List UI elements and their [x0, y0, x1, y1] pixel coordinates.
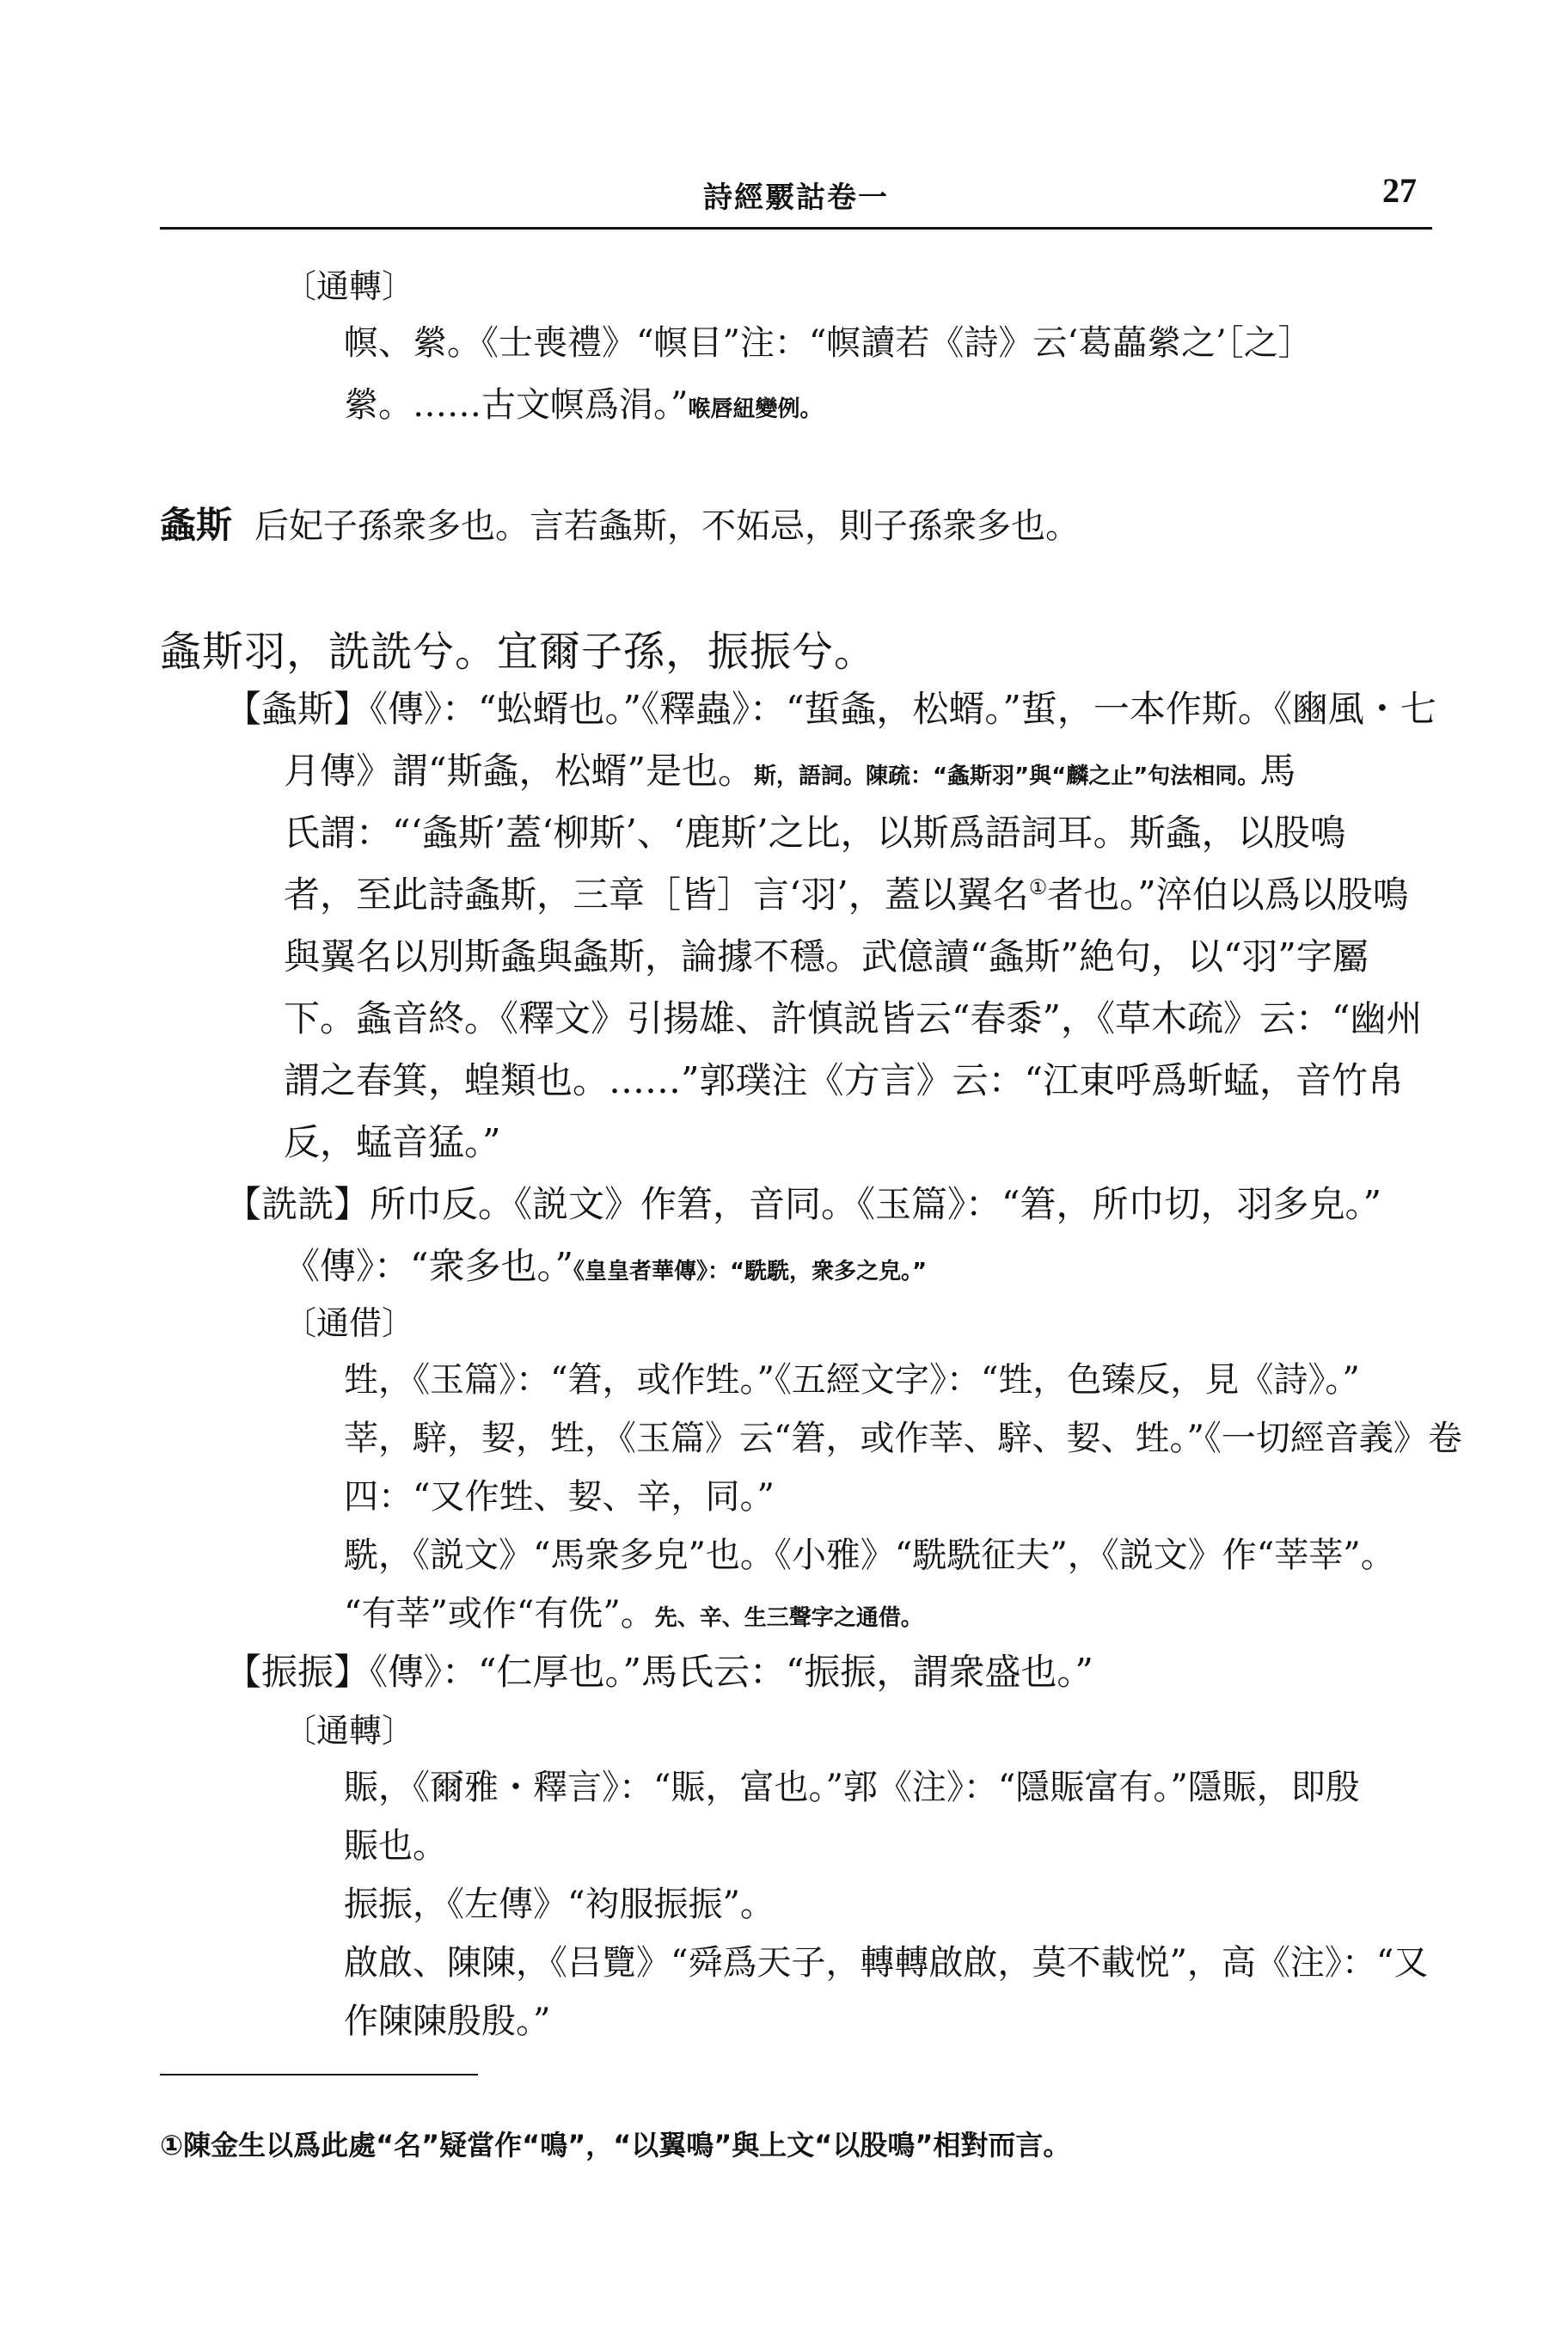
- text-line: 振振，《左傳》“袀服振振”。: [344, 1885, 775, 1924]
- footnote: ①陳金生以爲此處“名”疑當作“鳴”，“以翼鳴”與上文“以股鳴”相對而言。: [160, 2129, 1071, 2161]
- section-label: 〔通轉〕: [284, 1712, 415, 1750]
- text-segment: 馬: [1259, 750, 1296, 792]
- text-segment: 者也。”淬伯以爲以股鳴: [1047, 874, 1409, 916]
- commentary-line: [284, 1245, 927, 1293]
- text-line: 幎、縈。《士喪禮》“幎目”注：“幎讀若《詩》云‘葛藟縈之’［之］: [344, 323, 1313, 363]
- text-segment: 者，至此詩螽斯，三章［皆］言‘羽’，蓋以翼名: [284, 874, 1029, 916]
- small-note: 喉唇紐變例。: [688, 396, 823, 422]
- text-line: [344, 1592, 923, 1640]
- text-line: 啟啟、陳陳，《吕覽》“舜爲天子，轉轉啟啟，莫不載悦”，高《注》：“又: [344, 1943, 1429, 1983]
- small-note: 《皇皇者華傳》：“駪駪，衆多之皃。”: [573, 1259, 928, 1284]
- text-line: 賑也。: [344, 1826, 447, 1866]
- text-segment: 縈。……古文幎爲涓。”: [344, 385, 689, 425]
- commentary-line: [284, 874, 1409, 917]
- poem-title: 螽斯: [160, 504, 233, 546]
- commentary-line: 反，蜢音猛。”: [284, 1121, 501, 1163]
- preface-text: 后妃子孫衆多也。言若螽斯，不妬忌，則子孫衆多也。: [254, 506, 1081, 546]
- commentary-line: 【螽斯】《傳》：“蚣蝑也。”《釋蟲》：“蜇螽，松蝑。”蜇，一本作斯。《豳風・七: [225, 688, 1436, 730]
- text-segment: “有莘”或作“有侁”。: [344, 1594, 655, 1634]
- poem-line: 螽斯羽，詵詵兮。宜爾子孫，振振兮。: [160, 628, 877, 676]
- footnote-rule: [160, 2074, 478, 2075]
- footnote-marker[interactable]: ①: [1028, 875, 1048, 899]
- commentary-line: 謂之春箕，蝗類也。……”郭璞注《方言》云：“江東呼爲蚚蜢，音竹帛: [284, 1059, 1404, 1101]
- small-note: 斯，語詞。陳疏：“螽斯羽”與“麟之止”句法相同。: [753, 763, 1260, 789]
- commentary-line: 【詵詵】所巾反。《説文》作䇹，音同。《玉篇》：“䇹，所巾切，羽多皃。”: [225, 1183, 1381, 1225]
- text-line: 甡，《玉篇》：“䇹，或作甡。”《五經文字》：“甡，色臻反，見《詩》。”: [344, 1360, 1360, 1400]
- running-header: [160, 170, 1432, 230]
- poem-preface: [160, 504, 1080, 548]
- commentary-line: [284, 750, 1295, 798]
- commentary-line: 下。螽音終。《釋文》引揚雄、許慎説皆云“春黍”，《草木疏》云：“幽州: [284, 997, 1423, 1039]
- section-label: 〔通轉〕: [284, 267, 415, 305]
- section-label: 〔通借〕: [284, 1304, 415, 1342]
- page-number: 27: [1382, 171, 1417, 210]
- text-segment: 月傳》謂“斯螽，松蝑”是也。: [284, 750, 754, 792]
- text-line: 四：“又作甡、㛃、辛，同。”: [344, 1477, 775, 1517]
- small-note: 先、辛、生三聲字之通借。: [654, 1605, 923, 1631]
- running-title: 詩經覈詁卷一: [703, 181, 889, 215]
- text-line: 賑，《爾雅・釋言》：“賑，富也。”郭《注》：“隱賑富有。”隱賑，即殷: [344, 1768, 1360, 1807]
- text-line: [344, 383, 822, 431]
- text-line: 作陳陳殷殷。”: [344, 2002, 551, 2041]
- commentary-line: 【振振】《傳》：“仁厚也。”馬氏云：“振振，謂衆盛也。”: [225, 1651, 1093, 1693]
- text-line: 駪，《説文》“馬衆多皃”也。《小雅》“駪駪征夫”，《説文》作“莘莘”。: [344, 1536, 1395, 1575]
- commentary-line: 與翼名以別斯螽與螽斯，論據不穩。武億讀“螽斯”絶句，以“羽”字屬: [284, 935, 1369, 978]
- commentary-line: 氏謂：“‘螽斯’蓋‘柳斯’、‘鹿斯’之比，以斯爲語詞耳。斯螽，以股鳴: [284, 812, 1346, 854]
- text-segment: 《傳》：“衆多也。”: [284, 1245, 573, 1287]
- text-line: 莘，騂，㛃，甡，《玉篇》云“䇹，或作莘、騂、㛃、甡。”《一切經音義》卷: [344, 1419, 1462, 1458]
